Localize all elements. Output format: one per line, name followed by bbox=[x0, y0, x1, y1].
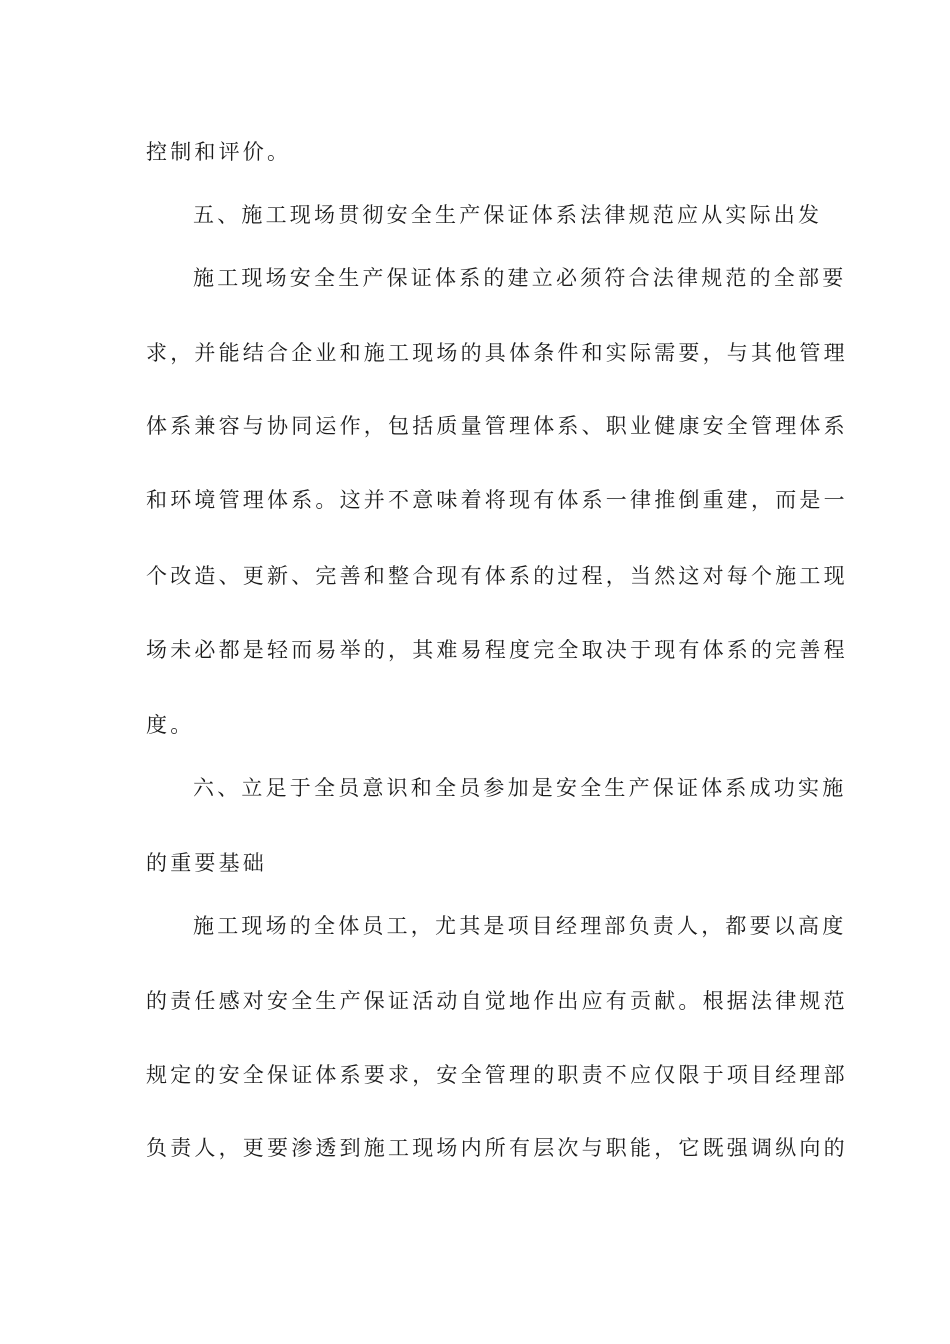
paragraph-line: 施工现场安全生产保证体系的建立必须符合法律规范的全部要 bbox=[193, 266, 847, 290]
paragraph-line: 和环境管理体系。这并不意味着将现有体系一律推倒重建，而是一 bbox=[146, 488, 848, 512]
paragraph-line: 的责任感对安全生产保证活动自觉地作出应有贡献。根据法律规范 bbox=[146, 989, 848, 1013]
paragraph-line: 求，并能结合企业和施工现场的具体条件和实际需要，与其他管理 bbox=[146, 341, 848, 365]
section-heading-5: 五、施工现场贯彻安全生产保证体系法律规范应从实际出发 bbox=[193, 203, 823, 227]
section-heading-6-continued: 的重要基础 bbox=[146, 851, 267, 875]
paragraph-line: 度。 bbox=[146, 713, 195, 737]
paragraph-line: 个改造、更新、完善和整合现有体系的过程，当然这对每个施工现 bbox=[146, 564, 848, 588]
paragraph-line: 施工现场的全体员工，尤其是项目经理部负责人，都要以高度 bbox=[193, 914, 847, 938]
paragraph-line: 规定的安全保证体系要求，安全管理的职责不应仅限于项目经理部 bbox=[146, 1063, 848, 1087]
section-heading-6: 六、立足于全员意识和全员参加是安全生产保证体系成功实施 bbox=[193, 776, 847, 800]
paragraph-line: 负责人，更要渗透到施工现场内所有层次与职能，它既强调纵向的 bbox=[146, 1136, 848, 1160]
text-line: 控制和评价。 bbox=[146, 140, 292, 164]
paragraph-line: 场未必都是轻而易举的，其难易程度完全取决于现有体系的完善程 bbox=[146, 638, 848, 662]
paragraph-line: 体系兼容与协同运作，包括质量管理体系、职业健康安全管理体系 bbox=[146, 414, 848, 438]
